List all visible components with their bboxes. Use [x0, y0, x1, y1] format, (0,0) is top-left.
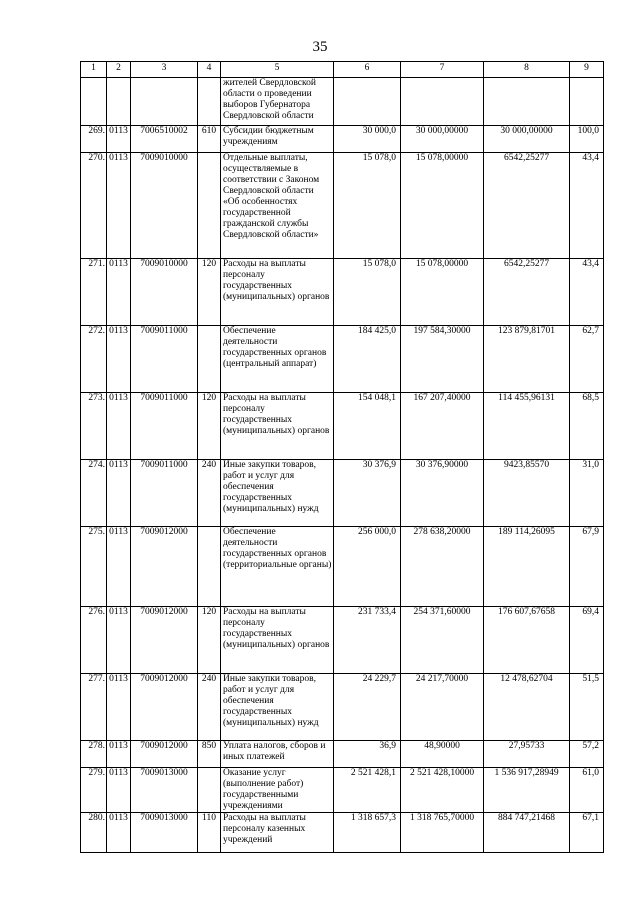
- cell-no: 276.: [81, 607, 107, 674]
- cell-sec: 0113: [107, 153, 131, 259]
- cell-exec: 12 478,62704: [484, 674, 570, 741]
- cell-name: Расходы на выплаты персоналу государственных (муниципальных) органов: [221, 607, 334, 674]
- cell-target: 7009012000: [131, 674, 198, 741]
- cell-plan-total: 15 078,00000: [401, 259, 484, 326]
- cell-plan-total: 30 000,00000: [401, 126, 484, 153]
- cell-name: Расходы на выплаты персоналу казенных учреждений: [221, 813, 334, 853]
- table-row: [81, 126, 604, 153]
- cell-name: Оказание услуг (выполнение работ) государственными учреждениями: [221, 768, 334, 813]
- table-row: [81, 393, 604, 460]
- cell-target: 7006510002: [131, 126, 198, 153]
- cell-sec: 0113: [107, 813, 131, 853]
- table-row: [81, 527, 604, 607]
- cell-kind: [198, 527, 221, 607]
- cell-kind: 120: [198, 393, 221, 460]
- cell-plan: 30 376,9: [334, 460, 401, 527]
- cell-pct: 57,2: [570, 741, 604, 768]
- cell-plan: 184 425,0: [334, 326, 401, 393]
- cell-plan-total: 2 521 428,10000: [401, 768, 484, 813]
- col-header: 6: [334, 62, 401, 78]
- cell-sec: 0113: [107, 393, 131, 460]
- table-row: [81, 607, 604, 674]
- cell-target: 7009013000: [131, 813, 198, 853]
- cell-pct: 43,4: [570, 153, 604, 259]
- cell-plan: 1 318 657,3: [334, 813, 401, 853]
- cell-pct: 69,4: [570, 607, 604, 674]
- cell-no: 269.: [81, 126, 107, 153]
- cell-pct: 68,5: [570, 393, 604, 460]
- cell-exec: 884 747,21468: [484, 813, 570, 853]
- cell-plan-total: 48,90000: [401, 741, 484, 768]
- cell-exec: 9423,85570: [484, 460, 570, 527]
- cell-sec: [107, 78, 131, 126]
- table-row: [81, 460, 604, 527]
- cell-plan: 15 078,0: [334, 153, 401, 259]
- cell-pct: 43,4: [570, 259, 604, 326]
- cell-exec: 1 536 917,28949: [484, 768, 570, 813]
- cell-plan-total: 15 078,00000: [401, 153, 484, 259]
- cell-target: [131, 78, 198, 126]
- cell-plan: 36,9: [334, 741, 401, 768]
- cell-sec: 0113: [107, 126, 131, 153]
- cell-name: Отдельные выплаты, осуществляемые в соответствии с Законом Свердловской области «Об особенностях государственной гражданской службы Свердловской области»: [221, 153, 334, 259]
- cell-kind: 110: [198, 813, 221, 853]
- cell-plan: 231 733,4: [334, 607, 401, 674]
- cell-sec: 0113: [107, 768, 131, 813]
- cell-sec: 0113: [107, 607, 131, 674]
- cell-name: Иные закупки товаров, работ и услуг для обеспечения государственных (муниципальных) нужд: [221, 674, 334, 741]
- cell-exec: 176 607,67658: [484, 607, 570, 674]
- cell-target: 7009012000: [131, 527, 198, 607]
- cell-no: 275.: [81, 527, 107, 607]
- cell-plan-total: [401, 78, 484, 126]
- cell-pct: 51,5: [570, 674, 604, 741]
- cell-no: 279.: [81, 768, 107, 813]
- cell-plan: 2 521 428,1: [334, 768, 401, 813]
- cell-kind: [198, 153, 221, 259]
- cell-kind: [198, 326, 221, 393]
- cell-no: 277.: [81, 674, 107, 741]
- cell-exec: 27,95733: [484, 741, 570, 768]
- table-row: [81, 768, 604, 813]
- col-header: 3: [131, 62, 198, 78]
- cell-plan: 15 078,0: [334, 259, 401, 326]
- table-row: [81, 78, 604, 126]
- cell-kind: 850: [198, 741, 221, 768]
- cell-plan-total: 278 638,20000: [401, 527, 484, 607]
- budget-table: [80, 61, 604, 853]
- table-row: [81, 741, 604, 768]
- cell-exec: 189 114,26095: [484, 527, 570, 607]
- cell-pct: 31,0: [570, 460, 604, 527]
- cell-pct: 67,1: [570, 813, 604, 853]
- cell-exec: 114 455,96131: [484, 393, 570, 460]
- cell-kind: [198, 768, 221, 813]
- cell-exec: 6542,25277: [484, 259, 570, 326]
- cell-plan-total: 30 376,90000: [401, 460, 484, 527]
- cell-no: 271.: [81, 259, 107, 326]
- cell-name: Уплата налогов, сборов и иных платежей: [221, 741, 334, 768]
- cell-target: 7009010000: [131, 259, 198, 326]
- cell-plan-total: 24 217,70000: [401, 674, 484, 741]
- cell-plan: [334, 78, 401, 126]
- cell-target: 7009011000: [131, 460, 198, 527]
- cell-plan-total: 197 584,30000: [401, 326, 484, 393]
- cell-plan: 256 000,0: [334, 527, 401, 607]
- cell-name: Иные закупки товаров, работ и услуг для обеспечения государственных (муниципальных) нужд: [221, 460, 334, 527]
- cell-sec: 0113: [107, 674, 131, 741]
- cell-no: 270.: [81, 153, 107, 259]
- cell-plan: 154 048,1: [334, 393, 401, 460]
- col-header: 2: [107, 62, 131, 78]
- cell-no: 272.: [81, 326, 107, 393]
- cell-no: 274.: [81, 460, 107, 527]
- col-header: 5: [221, 62, 334, 78]
- cell-kind: 120: [198, 259, 221, 326]
- cell-plan: 24 229,7: [334, 674, 401, 741]
- cell-target: 7009011000: [131, 326, 198, 393]
- cell-kind: 120: [198, 607, 221, 674]
- cell-pct: 100,0: [570, 126, 604, 153]
- table-row: [81, 153, 604, 259]
- cell-name: Расходы на выплаты персоналу государственных (муниципальных) органов: [221, 259, 334, 326]
- cell-no: 273.: [81, 393, 107, 460]
- cell-pct: 62,7: [570, 326, 604, 393]
- col-header: 9: [570, 62, 604, 78]
- cell-target: 7009012000: [131, 741, 198, 768]
- col-header: 1: [81, 62, 107, 78]
- cell-kind: 240: [198, 674, 221, 741]
- table-row: [81, 813, 604, 853]
- cell-kind: 240: [198, 460, 221, 527]
- cell-target: 7009011000: [131, 393, 198, 460]
- cell-name: Обеспечение деятельности государственных органов (центральный аппарат): [221, 326, 334, 393]
- cell-sec: 0113: [107, 527, 131, 607]
- cell-exec: [484, 78, 570, 126]
- cell-name: Обеспечение деятельности государственных органов (территориальные органы): [221, 527, 334, 607]
- cell-name: жителей Свердловской области о проведении выборов Губернатора Свердловской области: [221, 78, 334, 126]
- cell-pct: [570, 78, 604, 126]
- cell-sec: 0113: [107, 741, 131, 768]
- cell-sec: 0113: [107, 460, 131, 527]
- cell-kind: 610: [198, 126, 221, 153]
- cell-sec: 0113: [107, 326, 131, 393]
- cell-plan-total: 1 318 765,70000: [401, 813, 484, 853]
- cell-target: 7009013000: [131, 768, 198, 813]
- col-header: 8: [484, 62, 570, 78]
- cell-target: 7009012000: [131, 607, 198, 674]
- cell-no: 280.: [81, 813, 107, 853]
- col-header: 4: [198, 62, 221, 78]
- cell-name: Субсидии бюджетным учреждениям: [221, 126, 334, 153]
- cell-kind: [198, 78, 221, 126]
- header-row: [81, 62, 604, 78]
- col-header: 7: [401, 62, 484, 78]
- cell-no: 278.: [81, 741, 107, 768]
- cell-exec: 6542,25277: [484, 153, 570, 259]
- table-row: [81, 326, 604, 393]
- table-row: [81, 674, 604, 741]
- cell-name: Расходы на выплаты персоналу государственных (муниципальных) органов: [221, 393, 334, 460]
- cell-plan: 30 000,0: [334, 126, 401, 153]
- cell-sec: 0113: [107, 259, 131, 326]
- cell-exec: 123 879,81701: [484, 326, 570, 393]
- cell-pct: 61,0: [570, 768, 604, 813]
- cell-exec: 30 000,00000: [484, 126, 570, 153]
- cell-plan-total: 254 371,60000: [401, 607, 484, 674]
- cell-pct: 67,9: [570, 527, 604, 607]
- page-number: 35: [312, 39, 328, 55]
- cell-no: [81, 78, 107, 126]
- cell-target: 7009010000: [131, 153, 198, 259]
- cell-plan-total: 167 207,40000: [401, 393, 484, 460]
- table-row: [81, 259, 604, 326]
